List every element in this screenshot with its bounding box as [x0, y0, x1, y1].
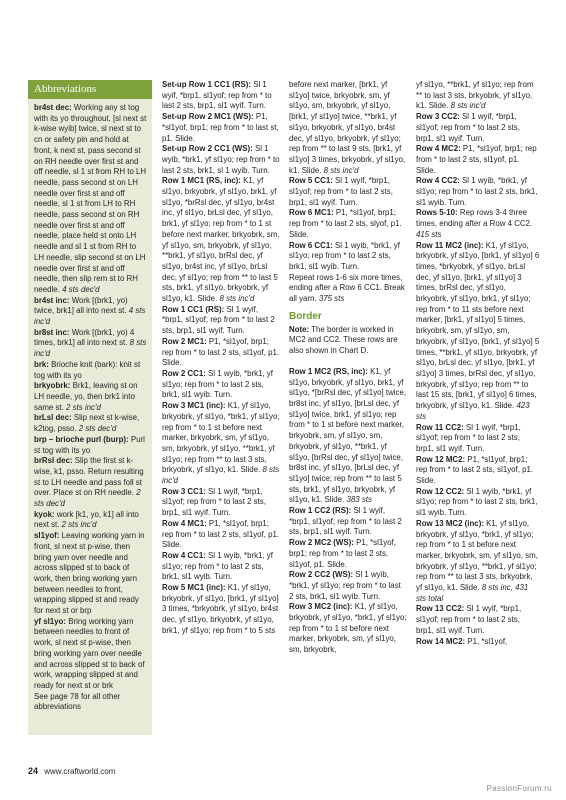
pattern-row-instruction: [289, 570, 407, 602]
pattern-row-instruction: [162, 369, 280, 401]
row-label: Row 4 MC1:: [162, 518, 207, 528]
row-text: Sl 1 wyib, *brk1, yf sl1yo; rep from * to last 2 sts, brk1, sl1 wyib. Turn.: [416, 176, 538, 207]
pattern-column-2: [289, 80, 407, 740]
abbreviation-term: brRsl dec:: [34, 456, 73, 466]
abbreviation-term: brLsl dec:: [34, 413, 72, 423]
row-label: Row 11 CC2:: [416, 422, 464, 432]
row-text: The border is worked in MC2 and CC2. These rows are also shown in Chart D.: [289, 324, 398, 356]
pattern-row-instruction: [289, 208, 407, 240]
row-text: P1, *sl1yof, brp1; rep from * to last 2 sts, sl1yof, p1. Slide.: [162, 336, 280, 368]
row-label: Row 4 MC2:: [416, 144, 461, 154]
row-text: Sl 1 wyif, *brp1, sl1yof; rep from * to last 2 sts, brp1, sl1 wyif. Turn.: [162, 304, 275, 336]
row-text: Sl 1 wyib, *brk1, yf sl1yo; rep from * to last 2 sts, brk1, sl1 wyib. Turn.: [162, 550, 273, 582]
pattern-row-instruction: [416, 176, 540, 208]
row-label: Set-up Row 1 CC1 (RS):: [162, 80, 251, 89]
abbreviation-definition: work [k1, yo, k1] all into next st.: [34, 509, 139, 530]
abbreviation-entry: [34, 413, 148, 434]
abbreviation-entry: [34, 456, 148, 510]
row-label: Row 5 CC1:: [289, 176, 333, 186]
row-text: Sl 1 wyif, *brp1, sl1yof; rep from * to last 2 sts, brp1, sl1 wyif. Turn.: [416, 422, 521, 453]
pattern-row-instruction: [289, 241, 407, 273]
row-text: K1, yf sl1yo, brkyobrk, yf sl1yo, *brk1, yf sl1yo; rep from * to 1 st before next marker, brkyobrk, sm, yf sl1yo, sm, brkyobrk, yf sl1yo, **brk1, yf sl1yo; rep from ** to last 3 sts, brkyobrk, yf sl1yo, k1. Slide.: [162, 401, 280, 475]
row-label: Row 2 CC2 (WS):: [289, 570, 353, 580]
abbreviation-entry: [34, 692, 148, 713]
abbreviation-definition: Brk1, leaving st on LH needle, yo, then brk1 into same st.: [34, 381, 138, 412]
row-text: Sl 1 wyif, *brp1, sl1yof; rep from * to last 2 sts, brp1, sl1 wyif. Turn.: [162, 80, 272, 111]
row-label: Note:: [289, 324, 310, 334]
stitch-count: 375 sts: [318, 294, 345, 304]
pattern-row-instruction: [289, 367, 407, 506]
pattern-row-instruction: [162, 337, 280, 369]
row-label: Row 2 MC2 (WS):: [289, 538, 354, 548]
stitch-count: 8 sts inc'd: [219, 294, 255, 304]
pattern-row-instruction: [416, 604, 540, 636]
abbreviation-term: yf sl1yo:: [34, 616, 67, 626]
abbreviation-entry: [34, 360, 148, 381]
pattern-row-instruction: [162, 551, 280, 583]
abbreviation-definition: Purl st tog with its yo: [34, 434, 145, 455]
pattern-row-instruction: [162, 176, 280, 304]
abbreviation-definition: Brioche knit (bark): knit st tog with its yo: [34, 359, 141, 380]
pattern-column-3: [416, 80, 540, 740]
row-label: Row 13 MC2 (inc):: [416, 518, 484, 528]
abbreviation-note: 2 sts inc'd: [61, 520, 97, 530]
row-text: P1, *sl1yof, brp1; rep from * to last 2 sts, sl1yof, p1. Slide.: [416, 454, 534, 486]
row-text: Repeat rows 1-6 six more times, ending after a Row 6 CC1. Break all yarn.: [289, 272, 405, 304]
page-footer: [28, 765, 115, 778]
pattern-row-instruction: [289, 80, 407, 176]
abbreviation-entry: [34, 435, 148, 456]
row-label: Row 4 CC1:: [162, 550, 206, 560]
pattern-row-instruction: [289, 176, 407, 208]
row-label: Row 2 CC1:: [162, 368, 206, 378]
pattern-row-instruction: [416, 423, 540, 455]
pattern-row-instruction: [162, 80, 280, 112]
section-heading: Border: [289, 310, 322, 322]
row-label: Row 14 MC2:: [416, 636, 466, 646]
pattern-row-instruction: [416, 112, 540, 144]
abbreviation-definition: Slip next st k-wise, k2tog, psso.: [34, 413, 140, 434]
stitch-count: 8 sts inc'd: [323, 165, 359, 175]
row-text: Sl 1 wyib, *brk1, yf sl1yo; rep from * to last 2 sts, brk1, sl 1 wyib. Turn.: [162, 144, 280, 175]
abbreviation-definition: Work [(brk1, yo) twice, brk1] all into next st.: [34, 295, 129, 316]
row-text: K1, yf sl1yo, brkyobrk, yf sl1yo, brk1, yf sl1yo, *brRsl dec, yf sl1yo, br4st inc, yf sl1yo, brLsl dec, yf sl1yo, brk1, yf sl1yo; rep from * to 1 st before next marker, brkyobrk, sm, yf sl1yo, sm, brkyobrk, yf sl1yo, **brk1, yf sl1yo, brRsl dec, yf sl1yo, br4st inc, yf sl1yo, brLsl dec, yf sl1yo; rep from ** to last 5 sts, brk1, yf sl1yo, brkyobrk, yf sl1yo, k1. Slide.: [162, 176, 280, 304]
pattern-row-instruction: [162, 112, 280, 144]
row-label: Row 3 MC2 (inc):: [289, 602, 353, 612]
pattern-row-instruction: [162, 583, 280, 637]
row-text: Sl 1 wyib, *brk1, yf sl1yo; rep from * to last 2 sts, brk1, sl1 wyib. Turn.: [289, 570, 401, 601]
pattern-row-instruction: [416, 208, 540, 240]
abbreviation-term: brk:: [34, 359, 49, 369]
row-text: P1, *sl1yof, brp1; rep from * to last 2 sts, sl1yof, p1. Slide.: [289, 538, 396, 569]
row-label: Row 5 MC1 (inc):: [162, 583, 226, 593]
abbreviation-term: kyok:: [34, 509, 55, 519]
abbreviations-list: [28, 99, 152, 713]
abbreviation-definition: Working any st tog with its yo throughout, [sl next st k-wise wyib] twice, sl next st to cn or safety pin and hold at front, k next st, pass second st on RH needle over first st and off needle, sl 1 st from RH to LH needle, pass second st on LH needle over first st and off needle, sl 1 st from LH to RH needle, pass second st on RH needle over first st and off needle, place held st onto LH needle and sl 1 st from RH to LH needle, slip second st on LH needle over first st and off needle, then slip rem st to RH needle.: [34, 103, 147, 294]
pattern-row-instruction: [416, 144, 540, 176]
row-label: Row 2 MC1:: [162, 336, 207, 346]
row-label: Rows 5-10:: [416, 208, 458, 218]
row-label: Row 12 CC2:: [416, 486, 465, 496]
pattern-row-instruction: [162, 401, 280, 487]
row-text: Sl 1 wyif, *brp1, sl1yof; rep from * to last 2 sts, brp1, sl1 wyif. Turn.: [416, 604, 522, 635]
abbreviation-note: 2 sts dec'd: [34, 488, 141, 509]
row-label: Row 1 CC2 (RS):: [289, 506, 352, 516]
abbreviation-note: 4 sts dec'd: [62, 284, 100, 294]
row-text: P1, *sl1yof, brp1; rep from * to last 2 sts, sl1yof, p1. Slide.: [162, 518, 280, 550]
abbreviation-note: 2 sts inc'd: [66, 402, 101, 412]
row-label: Row 1 CC1 (RS):: [162, 304, 225, 314]
row-label: Row 6 MC1:: [289, 208, 334, 218]
pattern-row-instruction: [162, 305, 280, 337]
row-text: P1, *sl1yof,: [465, 636, 508, 646]
abbreviation-entry: [34, 381, 148, 413]
row-text: before next marker, [brk1, yf sl1yo] twice, brkyobrk, sm, yf sl1yo, sm, brkyobrk, yf sl1yo, [brk1, yf sl1yo] twice, **brk1, yf sl1yo, brkyobrk, yf sl1yo, br4st dec, yf sl1yo, brkyobrk, yf sl1yo; rep from ** to last 9 sts, [brk1, yf sl1yo] 3 times, brkyobrk, yf sl1yo, k1. Slide.: [289, 80, 406, 175]
row-label: Row 3 CC1:: [162, 486, 206, 496]
pattern-row-instruction: [416, 241, 540, 423]
stitch-count: 8 sts inc, 431 sts total: [416, 583, 529, 603]
row-label: Row 4 CC2:: [416, 176, 460, 186]
row-text: Sl 1 wyib, *brk1, yf sl1yo; rep from * to last 2 sts, brk1, sl1 wyib. Turn.: [416, 486, 538, 518]
stitch-count: 383 sts: [346, 495, 372, 505]
row-label: Set-up Row 2 CC1 (WS):: [162, 144, 253, 154]
row-text: K1, yf sl1yo, brkyobrk, yf sl1yo, [brk1, yf sl1yo] 6 times, *brkyobrk, yf sl1yo, brLsl dec, yf sl1yo, [brk1, yf sl1yo] 3 times, brRsl dec, yf sl1yo, brkyobrk, yf sl1yo, brk1, yf sl1yo; rep from * to 11 sts before next marker, [brk1, yf sl1yo] 5 times, brkyobrk, sm, yf sl1yo, sm, brkyobrk, yf sl1yo, [brk1, yf sl1yo] 5 times, **brk1, yf sl1yo, brkyobrk, yf sl1yo, brLsl dec, yf sl1yo, [brk1, yf sl1yo] 3 times, brRsl dec, yf sl1yo, brkyobrk, yf sl1yo; rep from ** to last 15 sts, [brk1, yf sl1yo] 6 times, brkyobrk, yf sl1yo, k1. Slide.: [416, 240, 540, 411]
abbreviation-note: 8 sts inc'd: [34, 338, 147, 359]
abbreviation-entry: [34, 296, 148, 328]
row-label: Row 3 MC1 (inc):: [162, 401, 226, 411]
row-label: Set-up Row 2 MC1 (WS):: [162, 112, 254, 122]
pattern-row-instruction: [162, 144, 280, 176]
pattern-row-instruction: [289, 538, 407, 570]
row-label: Row 11 MC2 (inc):: [416, 240, 484, 250]
pattern-column-1: [162, 80, 280, 740]
row-label: Row 1 MC1 (RS, inc):: [162, 176, 241, 186]
row-text: Sl 1 wyif, *brp1, sl1yof; rep from * to last 2 sts, brp1, sl1 wyif. Turn.: [289, 506, 402, 537]
pattern-row-instruction: [416, 519, 540, 605]
abbreviation-definition: Bring working yarn between needles to front of work, sl next st p-wise, then bring working yarn over needle and across slipped st to back of work, wrapping slipped st and ready for next st or brk: [34, 616, 145, 690]
spacer: [289, 357, 407, 367]
abbreviation-note: 4 sts inc'd: [34, 306, 146, 327]
row-text: Sl 1 wyif, *brp1, sl1yof; rep from * to last 2 sts, brp1, sl1 wyif. Turn.: [289, 176, 393, 207]
abbreviation-note: 2 sts dec'd: [78, 424, 117, 434]
pattern-row-instruction: [289, 325, 407, 357]
abbreviation-entry: [34, 510, 148, 531]
row-text: Sl 1 wyib, *brk1, yf sl1yo; rep from * to last 2 sts, brk1, sl1 wyib. Turn.: [289, 240, 400, 271]
row-text: Sl 1 wyif, *brp1, sl1yof; rep from * to last 2 sts, brp1, sl1 wyif. Turn.: [162, 486, 266, 518]
abbreviation-term: br8st inc:: [34, 327, 70, 337]
stitch-count: 8 sts inc'd: [162, 465, 280, 486]
abbreviation-term: br4st inc:: [34, 295, 70, 305]
abbreviation-entry: [34, 617, 148, 692]
abbreviation-entry: [34, 531, 148, 617]
row-text: K1, yf sl1yo, brkyobrk, yf sl1yo, *brk1, yf sl1yo; rep from * to 1 st before next marker, brkyobrk, sm, yf sl1yo, sm, brkyobrk,: [289, 602, 407, 655]
pattern-row-instruction: [289, 273, 407, 305]
pattern-row-instruction: [162, 519, 280, 551]
abbreviation-definition: Slip the first st k-wise, k1, psso. Return resulting st to LH needle and pass foll st over. Place st on RH needle.: [34, 456, 144, 498]
abbreviation-definition: Leaving working yarn in front, sl next st p-wise, then bring yarn over needle and across slipped st to back of work, then bring working yarn between needles to front, wrapping slipped st and ready for next st or brp: [34, 531, 145, 616]
row-label: Row 3 CC2:: [416, 112, 460, 122]
row-label: Row 12 MC2:: [416, 454, 466, 464]
footer-url[interactable]: www.craftworld.com: [44, 767, 116, 776]
row-text: K1, yf sl1yo, brkyobrk, yf sl1yo, *brk1, yf sl1yo; rep from * to 1 st before next marker, brkyobrk, sm, yf sl1yo, sm, brkyobrk, yf sl1yo, **brk1, yf sl1yo; rep from ** to last 3 sts, brkyobrk, yf sl1yo, k1. Slide.: [416, 518, 538, 593]
row-label: Row 1 MC2 (RS, inc):: [289, 366, 368, 376]
pattern-row-instruction: [289, 602, 407, 656]
abbreviation-definition: See page 78 for all other abbreviations: [34, 691, 121, 712]
row-text: Sl 1 wyib, *brk1, yf sl1yo; rep from * to last 2 sts, brk1, sl1 wyib. Turn.: [162, 368, 273, 400]
abbreviation-definition: Work [(brk1, yo) 4 times, brk1] all into next st.: [34, 327, 135, 348]
row-text: yf sl1yo, **brk1, yf sl1yo; rep from ** to last 3 sts, brkyobrk, yf sl1yo, k1. Slide.: [416, 80, 534, 111]
row-text: P1, *sl1yof, brp1; rep from * to last 2 sts, sl1yof, p1. Slide.: [416, 144, 537, 175]
row-text: P1, *sl1yof, brp1; rep from * to last 2 sts, slyof, p1. Slide.: [289, 208, 402, 239]
abbreviation-entry: [34, 103, 148, 296]
watermark: PassionForum.ru: [486, 784, 552, 793]
pattern-row-instruction: [416, 455, 540, 487]
abbreviation-term: sl1yof:: [34, 531, 60, 541]
abbreviations-title: Abbreviations: [28, 80, 152, 99]
pattern-row-instruction: [162, 487, 280, 519]
row-text: Sl 1 wyif, *brp1, sl1yof; rep from * to last 2 sts, brp1, sl1 wyif. Turn.: [416, 112, 520, 143]
stitch-count: 415 sts: [416, 229, 442, 239]
row-label: Row 13 CC2:: [416, 604, 465, 614]
abbreviation-term: br4st dec:: [34, 103, 72, 112]
row-text: Rep rows 3-4 three times, ending after a Row 4 CC2.: [416, 208, 533, 229]
stitch-count: 8 sts inc'd: [450, 101, 486, 111]
abbreviation-term: brp – brioche purl (burp):: [34, 434, 129, 444]
row-label: Row 6 CC1:: [289, 240, 333, 250]
row-text: K1, yf sl1yo, brkyobrk, yf sl1yo, [brk1, yf sl1yo] 3 times, *brkyobrk, yf sl1yo, br4st dec, yf sl1yo, brkyobrk, yf sl1yo, brk1, yf sl1yo; rep from * to 5 sts: [162, 583, 279, 635]
row-text: K1, yf sl1yo, brkyobrk, yf sl1yo, brk1, yf sl1yo, *[brRsl dec, yf sl1yo] twice, br8st inc, yf sl1yo, [brLsl dec, yf sl1yo] twice, brk1, yf sl1yo; rep from * to 1 st before next marker, brkyobrk, sm, yf sl1yo, sm, brkyobrk, yf sl1yo, **brk1, yf sl1yo, [brRsl dec, yf sl1yo] twice, br8st inc, yf sl1yo, [brLsl dec, yf sl1yo] twice; rep from ** to last 5 sts, brk1, yf sl1yo, brkyobrk, yf sl1yo, k1. Slide.: [289, 366, 407, 505]
abbreviation-entry: [34, 328, 148, 360]
pattern-row-instruction: [416, 637, 540, 648]
page-number: 24: [28, 766, 39, 776]
abbreviation-term: brkyobrk:: [34, 381, 71, 391]
row-text: P1, *sl1yof, brp1; rep from * to last st, p1. Slide.: [162, 112, 279, 143]
abbreviations-panel: [28, 80, 152, 735]
pattern-row-instruction: [289, 506, 407, 538]
stitch-count: 423 sts: [416, 401, 530, 421]
pattern-row-instruction: [416, 487, 540, 519]
pattern-row-instruction: [416, 80, 540, 112]
